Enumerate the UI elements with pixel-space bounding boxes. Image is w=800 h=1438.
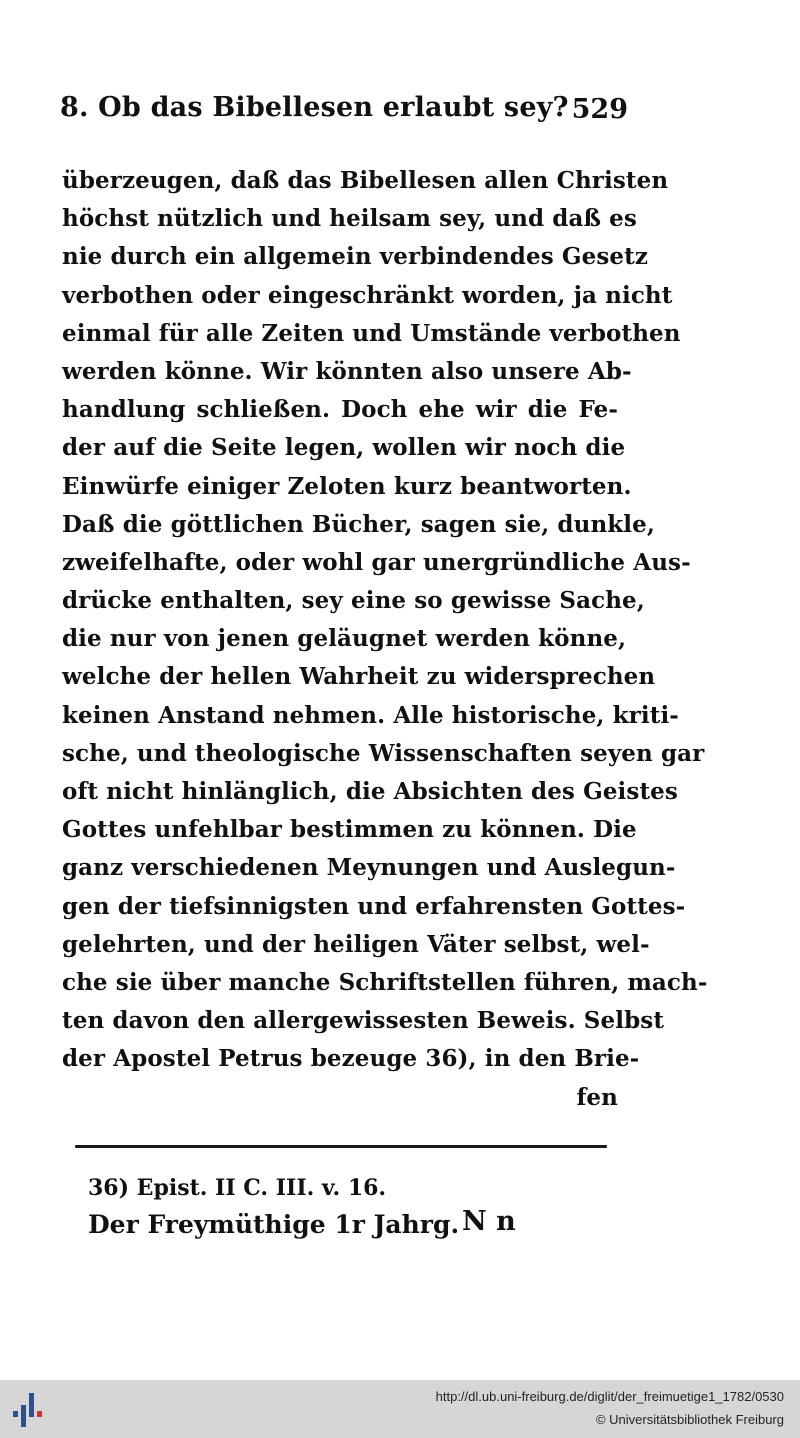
text-line: ganz verschiedenen Meynungen und Auslegun- [62,854,676,882]
text-line: Einwürfe einiger Zeloten kurz beantworten. [62,472,632,500]
text-line: einmal für alle Zeiten und Umstände verbothen [62,319,681,347]
footnote: 36) Epist. II C. III. v. 16. [88,1175,387,1201]
text-line: überzeugen, daß das Bibellesen allen Christen [62,167,669,194]
copyright-notice: © Universitätsbibliothek Freiburg [595,1412,784,1427]
text-line: die nur von jenen geläugnet werden könne, [62,625,627,653]
catchword: fen [576,1083,618,1111]
text-line: gen der tiefsinnigsten und erfahrensten Gottes- [62,892,686,920]
text-line: welche der hellen Wahrheit zu widersprechen [62,663,656,691]
text-line: drücke enthalten, sey eine so gewisse Sache, [62,587,645,615]
text-line: höchst nützlich und heilsam sey, und daß es [62,205,637,233]
permalink-url[interactable]: http://dl.ub.uni-freiburg.de/diglit/der_freimuetige1_1782/0530 [435,1389,784,1404]
text-line: ten davon den allergewissesten Beweis. Selbst [62,1007,665,1035]
signature-mark: N n [462,1206,516,1237]
viewer-footer [0,1380,800,1438]
body-text [62,162,708,1117]
text-line: Gottes unfehlbar bestimmen zu können. Die [62,816,637,844]
page-number: 529 [571,94,628,125]
text-line: der Apostel Petrus bezeuge 36), in den Brie- [62,1045,640,1073]
text-line: sche, und theologische Wissenschaften seyen gar [62,739,705,767]
text-line: handlung schließen. Doch ehe wir die Fe- [62,396,618,424]
footnote-divider [75,1145,607,1148]
text-line: oft nicht hinlänglich, die Absichten des Geistes [62,778,678,805]
page-header-title: 8. Ob das Bibellesen erlaubt sey? [60,92,569,123]
text-line: gelehrten, und der heiligen Väter selbst, wel- [62,930,650,958]
text-line: werden könne. Wir könnten also unsere Ab- [62,357,632,385]
text-line: nie durch ein allgemein verbindendes Gesetz [62,243,648,271]
text-line: che sie über manche Schriftstellen führen, mach- [62,968,708,996]
text-line: der auf die Seite legen, wollen wir noch die [62,434,626,462]
text-line: verbothen oder eingeschränkt worden, ja nicht [62,281,673,309]
text-line: keinen Anstand nehmen. Alle historische, kriti- [62,701,679,729]
ub-freiburg-logo-icon[interactable] [10,1391,48,1429]
text-line: Daß die göttlichen Bücher, sagen sie, dunkle, [62,510,655,538]
page-header [60,92,628,132]
printer-signature [88,1206,528,1250]
signature-title: Der Freymüthige 1r Jahrg. [88,1210,460,1239]
text-line: zweifelhafte, oder wohl gar unergründliche Aus- [62,548,691,576]
